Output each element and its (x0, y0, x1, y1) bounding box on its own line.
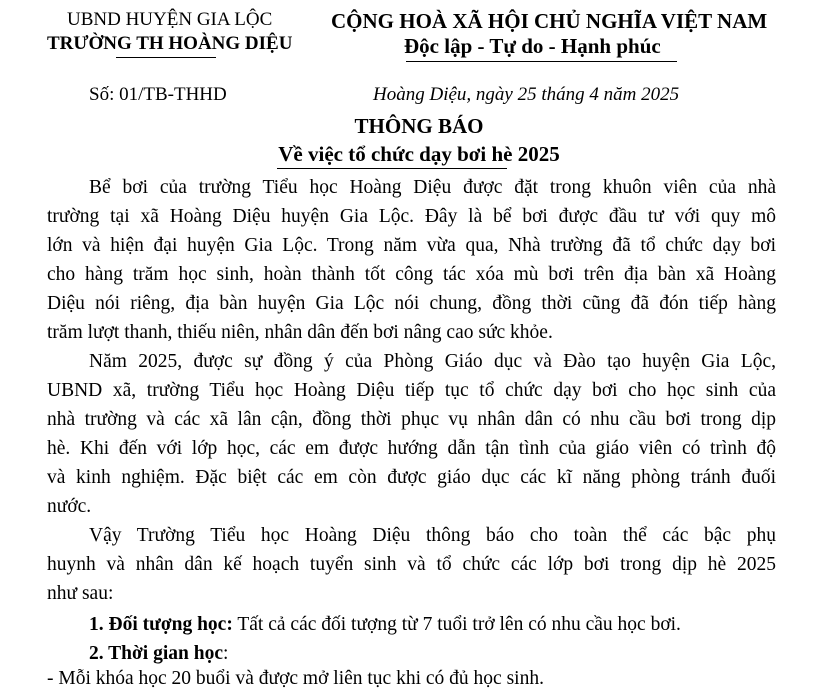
paragraph-2-line-4: hè. Khi đến với lớp học, các em được hướng dẫn tận tình của giáo viên có trình độ (47, 438, 776, 459)
paragraph-1-line-1: Bể bơi của trường Tiểu học Hoàng Diệu được đặt trong khuôn viên của nhà (89, 177, 776, 198)
school-name: TRƯỜNG TH HOÀNG DIỆU (47, 33, 293, 54)
paragraph-2-line-5: và kinh nghiệm. Đặc biệt các em còn được giáo dục các kĩ năng phòng tránh đuối (47, 467, 776, 488)
section-2 (89, 643, 228, 665)
paragraph-1-line-2: trường tại xã Hoàng Diệu huyện Gia Lộc. Đây là bể bơi được đầu tư với quy mô (47, 206, 776, 227)
document-number: Số: 01/TB-THHD (89, 84, 227, 105)
subject-underline (277, 168, 507, 169)
issuing-authority: UBND HUYỆN GIA LỘC (67, 9, 273, 30)
section-2-heading-colon: : (222, 643, 229, 664)
school-name-underline (116, 57, 216, 58)
section-2-heading: 2. Thời gian học (89, 643, 223, 664)
place-and-date: Hoàng Diệu, ngày 25 tháng 4 năm 2025 (373, 84, 680, 105)
paragraph-1-line-4: cho hàng trăm học sinh, hoàn thành tốt công tác xóa mù bơi trên địa bàn xã Hoàng (47, 264, 776, 285)
section-1 (89, 614, 681, 636)
paragraph-3-line-1: Vậy Trường Tiểu học Hoàng Diệu thông báo cho toàn thể các bậc phụ (89, 525, 776, 546)
document-type-title: THÔNG BÁO (354, 114, 484, 138)
national-title: CỘNG HOÀ XÃ HỘI CHỦ NGHĨA VIỆT NAM (331, 9, 768, 33)
paragraph-1-line-3: lớn và hiện đại huyện Gia Lộc. Trong năm vừa qua, Nhà trường đã tổ chức dạy bơi (47, 235, 776, 256)
paragraph-3-line-2: huynh và nhân dân kế hoạch tuyển sinh và tổ chức các lớp bơi trong dịp hè 2025 (47, 554, 776, 575)
paragraph-2-line-3: nhà trường và các xã lân cận, đồng thời phục vụ nhân dân có nhu cầu bơi trong dịp (47, 409, 776, 430)
paragraph-3-line-3: như sau: (47, 583, 114, 604)
document-subject: Về việc tổ chức dạy bơi hè 2025 (278, 142, 560, 166)
section-2-item-1: - Mỗi khóa học 20 buổi và được mở liên tục khi có đủ học sinh. (47, 668, 544, 689)
section-1-text: Tất cả các đối tượng từ 7 tuổi trở lên có nhu cầu học bơi. (232, 614, 681, 635)
motto-underline (406, 61, 677, 62)
paragraph-2-line-1: Năm 2025, được sự đồng ý của Phòng Giáo dục và Đào tạo huyện Gia Lộc, (89, 351, 776, 372)
paragraph-1-line-5: Diệu nói riêng, địa bàn huyện Gia Lộc nói chung, đồng thời cũng đã đón tiếp hàng (47, 293, 776, 314)
section-1-heading: 1. Đối tượng học: (89, 614, 233, 635)
paragraph-2-line-2: UBND xã, trường Tiểu học Hoàng Diệu tiếp tục tổ chức dạy bơi cho học sinh của (47, 380, 776, 401)
paragraph-2-line-6: nước. (47, 496, 92, 517)
national-motto: Độc lập - Tự do - Hạnh phúc (404, 34, 661, 58)
paragraph-1-line-6: trăm lượt thanh, thiếu niên, nhân dân đến bơi nâng cao sức khỏe. (47, 322, 553, 343)
